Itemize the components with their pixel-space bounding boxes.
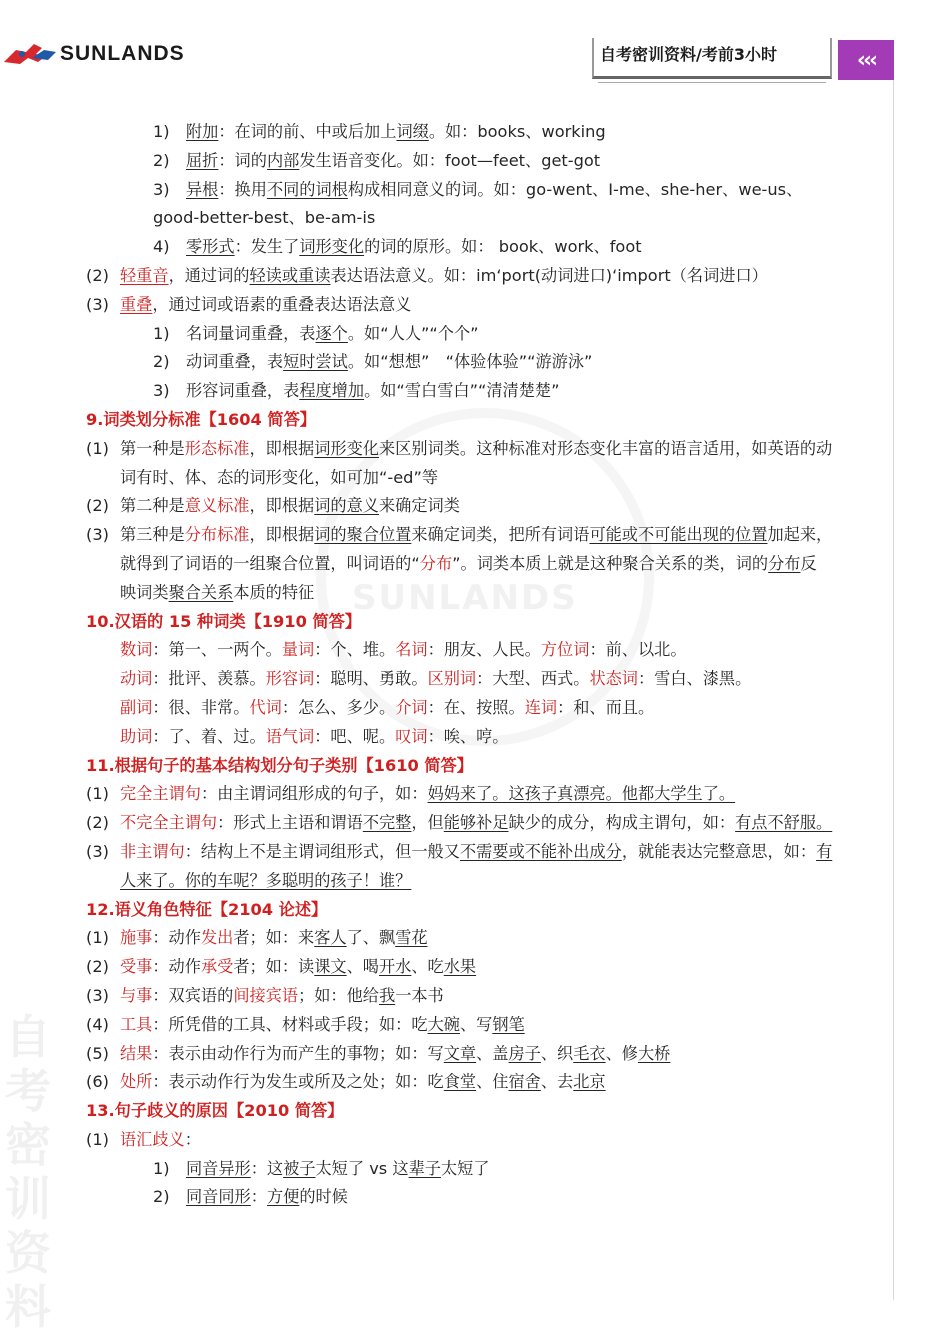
word-class-row: 助词：了、着、过。语气词：吧、呢。叹词：唉、哼。 bbox=[120, 726, 509, 746]
list-item: (2) 不完全主谓句：形式上主语和谓语不完整，但能够补足缺少的成分，构成主谓句，如：有点不舒服。 bbox=[86, 813, 833, 833]
list-item: 1) 名词量词重叠，表逐个。如“人人”“个个” bbox=[153, 323, 479, 343]
list-item: 4) 零形式：发生了词形变化的词的原形。如： book、work、foot bbox=[153, 237, 642, 257]
runner-logo-icon bbox=[2, 40, 58, 68]
word-class-row: 数词：第一、一两个。量词：个、堆。名词：朋友、人民。方位词：前、以北。 bbox=[120, 640, 687, 660]
section-heading: 11.根据句子的基本结构划分句子类别【1610 简答】 bbox=[86, 755, 473, 775]
section-heading: 10.汉语的 15 种词类【1910 简答】 bbox=[86, 611, 362, 631]
word-class-row: 动词：批评、羡慕。形容词：聪明、勇敢。区别词：大型、西式。状态词：雪白、漆黑。 bbox=[120, 669, 752, 689]
list-item: 2) 动词重叠，表短时尝试。如“想想” “体验体验”“游游泳” bbox=[153, 352, 593, 372]
watermark-text: SUNLANDS bbox=[352, 578, 578, 618]
list-item: (3) 与事：双宾语的间接宾语；如：他给我一本书 bbox=[86, 985, 444, 1005]
section-heading: 13.句子歧义的原因【2010 简答】 bbox=[86, 1101, 344, 1121]
list-item: (5) 结果：表示由动作行为而产生的事物；如：写文章、盖房子、织毛衣、修大桥 bbox=[86, 1043, 671, 1063]
list-item: (1) 第一种是形态标准，即根据词形变化来区别词类。这种标准对形态变化丰富的语言适用，如英语的动 bbox=[86, 438, 833, 458]
list-item: (6) 处所：表示动作行为发生或所及之处；如：吃食堂、住宿舍、去北京 bbox=[86, 1072, 606, 1092]
sunlands-logo bbox=[2, 40, 185, 68]
list-item: 3) 形容词重叠，表程度增加。如“雪白雪白”“清清楚楚” bbox=[153, 381, 560, 401]
list-item: (4) 工具：所凭借的工具、材料或手段；如：吃大碗、写钢笔 bbox=[86, 1014, 525, 1034]
list-item: (1) 完全主谓句：由主谓词组形成的句子，如：妈妈来了。这孩子真漂亮。他都大学生了。 bbox=[86, 784, 736, 804]
list-item: (1) 施事：动作发出者；如：来客人了、飘雪花 bbox=[86, 928, 428, 948]
list-item: 1) 同音异形：这被子太短了 vs 这辈子太短了 bbox=[153, 1158, 490, 1178]
brand-name: SUNLANDS bbox=[60, 42, 185, 65]
list-item: (3) 非主谓句：结构上不是主谓词组形式，但一般又不需要或不能补出成分，就能表达完整意思，如：有 bbox=[86, 841, 833, 861]
list-item: 2) 同音同形：方便的时候 bbox=[153, 1187, 348, 1207]
section-heading: 12.语义角色特征【2104 论述】 bbox=[86, 899, 328, 919]
list-item: 1) 附加：在词的前、中或后加上词缀。如：books、working bbox=[153, 122, 606, 141]
header-badge bbox=[592, 38, 894, 81]
list-item: (2) 第二种是意义标准，即根据词的意义来确定词类 bbox=[86, 496, 460, 516]
list-item-continuation: good-better-best、be-am-is bbox=[153, 208, 376, 228]
list-item-continuation: 映词类聚合关系本质的特征 bbox=[120, 582, 315, 602]
list-item-continuation: 词有时、体、态的词形变化，如可加“-ed”等 bbox=[120, 467, 439, 487]
list-item: (1) 语汇歧义： bbox=[86, 1129, 201, 1149]
header-title: 自考密训资料/考前3小时 bbox=[600, 45, 777, 64]
list-item: 2) 屈折：词的内部发生语音变化。如：foot—feet、get-got bbox=[153, 150, 601, 170]
list-item: (2) 轻重音，通过词的轻读或重读表达语法意义。如：im‘port(动词进口)‘import（名词进口） bbox=[86, 265, 768, 285]
right-margin-line bbox=[893, 80, 894, 1300]
section-heading: 9.词类划分标准【1604 简答】 bbox=[86, 409, 316, 429]
watermark-side-text: 自考密训资料 bbox=[5, 1010, 51, 1334]
list-item-continuation: 人来了。你的车呢？多聪明的孩子！谁？ bbox=[120, 870, 412, 890]
list-item: (3) 第三种是分布标准，即根据词的聚合位置来确定词类，把所有词语可能或不可能出现的位置加起来， bbox=[86, 525, 833, 545]
chevron-left-icon: ‹‹‹ bbox=[838, 40, 894, 80]
page-header bbox=[0, 0, 950, 100]
list-item: 3) 异根：换用不同的词根构成相同意义的词。如：go-went、I-me、she-her、we-us、 bbox=[153, 179, 803, 199]
word-class-row: 副词：很、非常。代词：怎么、多少。介词：在、按照。连词：和、而且。 bbox=[120, 697, 655, 717]
list-item-continuation: 就得到了词语的一组聚合位置，叫词语的“分布”。词类本质上就是这种聚合关系的类，词的分布反 bbox=[120, 553, 817, 573]
list-item: (3) 重叠，通过词或语素的重叠表达语法意义 bbox=[86, 294, 412, 314]
list-item: (2) 受事：动作承受者；如：读课文、喝开水、吃水果 bbox=[86, 957, 477, 977]
document-body bbox=[86, 118, 876, 1212]
badge-box bbox=[592, 38, 832, 79]
